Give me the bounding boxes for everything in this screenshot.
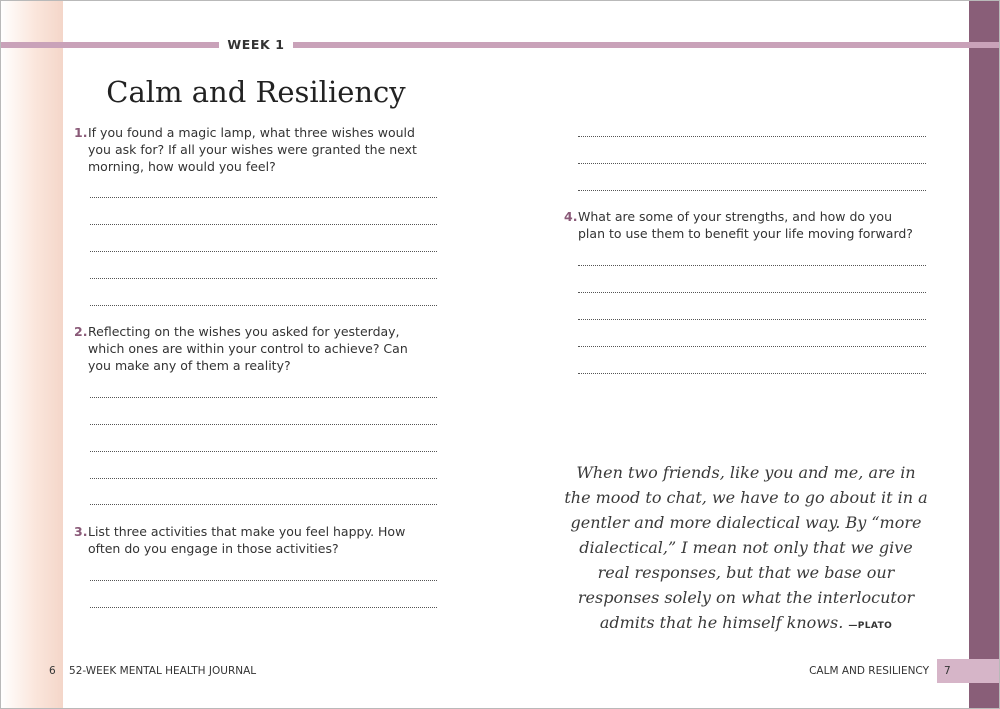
answer-line[interactable] bbox=[90, 504, 437, 505]
answer-line[interactable] bbox=[578, 346, 926, 347]
quote-block bbox=[561, 460, 931, 639]
answer-line[interactable] bbox=[578, 136, 926, 137]
left-page-number: 6 bbox=[49, 665, 56, 677]
question-2 bbox=[74, 323, 424, 374]
chapter-title: CALM AND RESILIENCY bbox=[809, 665, 929, 677]
answer-line[interactable] bbox=[90, 197, 437, 198]
answer-line[interactable] bbox=[90, 305, 437, 306]
answer-line[interactable] bbox=[90, 251, 437, 252]
book-title: 52-WEEK MENTAL HEALTH JOURNAL bbox=[69, 665, 257, 677]
answer-line[interactable] bbox=[90, 607, 437, 608]
answer-line[interactable] bbox=[90, 478, 437, 479]
quote-attribution: —PLATO bbox=[848, 621, 893, 631]
question-1 bbox=[74, 124, 424, 175]
answer-line[interactable] bbox=[578, 319, 926, 320]
question-text: What are some of your strengths, and how do you plan to use them to benefit your life moving forward? bbox=[578, 209, 913, 241]
header-rule-right bbox=[293, 42, 999, 48]
question-number: 1. bbox=[74, 125, 88, 140]
answer-line[interactable] bbox=[90, 580, 437, 581]
page-title: Calm and Resiliency bbox=[106, 75, 406, 109]
question-4 bbox=[564, 208, 914, 242]
footer-left bbox=[49, 665, 256, 677]
answer-line[interactable] bbox=[90, 397, 437, 398]
answer-line[interactable] bbox=[578, 163, 926, 164]
question-number: 2. bbox=[74, 324, 88, 339]
question-text: List three activities that make you feel happy. How often do you engage in those activities? bbox=[88, 524, 406, 556]
answer-line[interactable] bbox=[90, 424, 437, 425]
answer-line[interactable] bbox=[578, 373, 926, 374]
week-label: WEEK 1 bbox=[227, 37, 285, 52]
question-text: Reflecting on the wishes you asked for yesterday, which ones are within your control to achieve? Can you make any of them a reality? bbox=[88, 324, 408, 373]
answer-line[interactable] bbox=[578, 265, 926, 266]
question-text: If you found a magic lamp, what three wishes would you ask for? If all your wishes were granted the next morning, how would you feel? bbox=[88, 125, 417, 174]
question-number: 3. bbox=[74, 524, 88, 539]
header-rule-left bbox=[1, 42, 219, 48]
quote-text: When two friends, like you and me, are in the mood to chat, we have to go about it in a gentler and more dialectical way. By “more dialectical,” I mean not only that we give real responses, but that we base our responses solely on what the interlocutor admits that he himself knows. bbox=[564, 463, 928, 632]
answer-line[interactable] bbox=[578, 190, 926, 191]
question-3 bbox=[74, 523, 424, 557]
answer-line[interactable] bbox=[90, 451, 437, 452]
answer-line[interactable] bbox=[90, 278, 437, 279]
answer-line[interactable] bbox=[578, 292, 926, 293]
question-number: 4. bbox=[564, 209, 578, 224]
right-accent-bar bbox=[969, 1, 999, 708]
right-page-number: 7 bbox=[944, 665, 951, 677]
answer-line[interactable] bbox=[90, 224, 437, 225]
left-page-edge-tint bbox=[1, 1, 63, 708]
